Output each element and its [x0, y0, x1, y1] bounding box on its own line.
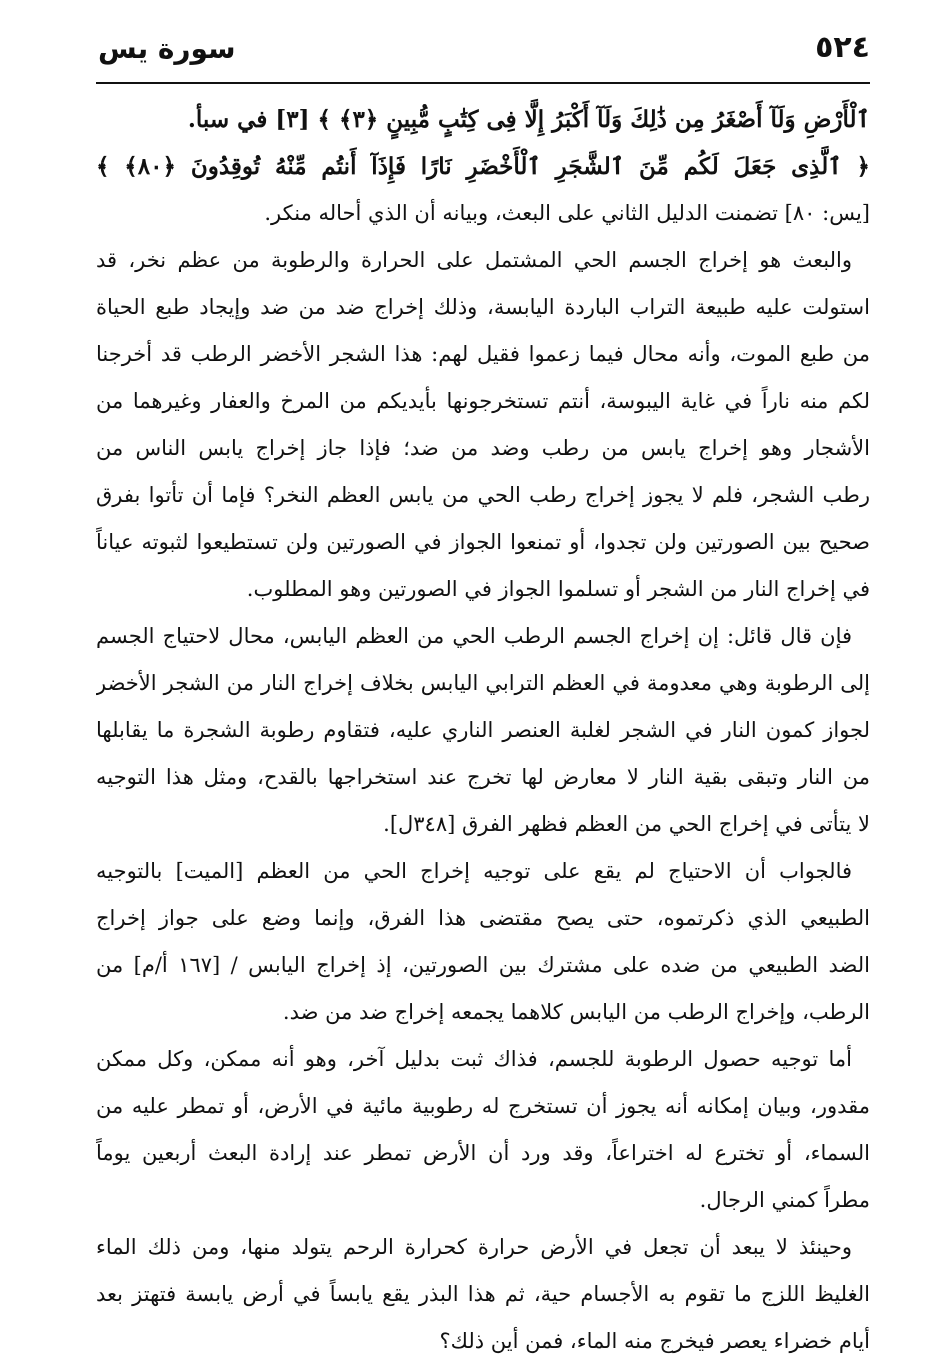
text-line: لجواز كمون النار في الشجر لغلبة العنصر الناري عليه، فتقاوم رطوبة الشجرة ما يقابلها — [96, 718, 870, 742]
paragraph-first-line: والبعث هو إخراج الجسم الحي المشتمل على الحرارة والرطوبة من عظم نخر، قد — [96, 248, 852, 272]
text-line: لا يتأتى في إخراج الحي من العظم فظهر الفرق [٣٤٨ل]. — [383, 812, 870, 836]
page-header — [96, 20, 870, 84]
text-line: أيام خضراء يعصر فيخرج منه الماء، فمن أين ذلك؟ — [439, 1329, 870, 1353]
text-line: صحيح بين الصورتين ولن تجدوا، أو تمنعوا الجواز في الصورتين ولن تستطيعوا لثبوته عياناً — [96, 530, 870, 554]
page-number: ٥٢٤ — [815, 30, 870, 65]
paragraph-first-line: وحينئذ لا يبعد أن تجعل في الأرض حرارة كحرارة الرحم يتولد منها، ومن ذلك الماء — [96, 1235, 852, 1259]
paragraph-first-line: أما توجيه حصول الرطوبة للجسم، فذاك ثبت بدليل آخر، وهو أنه ممكن، وكل ممكن — [96, 1047, 852, 1071]
text-line: استولت عليه طبيعة التراب الباردة اليابسة، وذلك إخراج ضد من ضد وإيجاد طبع الحياة — [96, 295, 870, 319]
text-line: الطبيعي الذي ذكرتموه، حتى يصح مقتضى هذا الفرق، وإنما وضع على جواز إخراج — [96, 906, 870, 930]
text-line: [يس: ٨٠] تضمنت الدليل الثاني على البعث، وبيانه أن الذي أحاله منكر. — [264, 201, 870, 225]
page-body — [96, 96, 870, 1365]
text-line: إلى الرطوبة وهي معدومة في العظم الترابي اليابس بخلاف إخراج النار من الشجر الأخضر — [96, 671, 870, 695]
quran-verse-line: ٱلْأَرْضِ وَلَآ أَصْغَرُ مِن ذَٰلِكَ وَلَآ أَكْبَرُ إِلَّا فِى كِتَٰبٍ مُّبِينٍ ﴿٣﴾ ﴾ [٣] في سبأ. — [187, 106, 870, 133]
text-line: الرطب، وإخراج الرطب من اليابس كلاهما يجمعه إخراج ضد من ضد. — [282, 1000, 870, 1024]
book-page — [96, 20, 870, 1365]
text-line: السماء، أو تخترع له اختراعاً، وقد ورد أن الأرض تمطر عند إرادة البعث أربعين يوماً — [96, 1141, 870, 1165]
paragraph-first-line: فإن قال قائل: إن إخراج الجسم الرطب الحي من العظم اليابس، محال لاحتياج الجسم — [96, 624, 853, 648]
text-line: في إخراج النار من الشجر أو تسلموا الجواز في الصورتين وهو المطلوب. — [246, 577, 870, 601]
text-line: الضد الطبيعي من ضده على مشترك بين الصورتين، إذ إخراج اليابس / [١٦٧ أ/م] من — [96, 953, 870, 977]
text-line: الغليظ اللزج ما تقوم به الأجسام حية، ثم هذا البذر يقع يابساً في أرض يابسة فتهتز بعد — [96, 1282, 870, 1306]
text-line: رطب الشجر، فلم لا يجوز إخراج رطب الحي من يابس العظم النخر؟ فإما أن تأتوا بفرق — [96, 483, 870, 507]
running-title: سورة يس — [98, 32, 236, 65]
paragraph-first-line: فالجواب أن الاحتياج لم يقع على توجيه إخراج الحي من العظم [الميت] بالتوجيه — [96, 859, 852, 883]
text-line: لكم منه ناراً في غاية اليبوسة، أنتم تستخرجونها بأيديكم من المرخ والعفار وغيرهما من — [96, 389, 870, 413]
quran-verse-line: ﴿ ٱلَّذِى جَعَلَ لَكُم مِّنَ ٱلشَّجَرِ ٱلْأَخْضَرِ نَارًا فَإِذَآ أَنتُم مِّنْهُ تُوقِدُونَ ﴿٨٠﴾ ﴾ — [96, 153, 870, 180]
text-line: الأشجار وهو إخراج يابس من رطب وضد من ضد؛ فإذا جاز إخراج يابس الناس من — [96, 436, 870, 460]
text-line: من النار وتبقى بقية النار لا معارض لها تخرج عند استخراجها بالقدح، ومثل هذا التوجيه — [96, 765, 870, 789]
text-line: مقدور، وبيان إمكانه أنه يجوز أن تستخرج له رطوبية مائية في الأرض، أو تمطر عليه من — [96, 1094, 870, 1118]
text-line: من طبع الموت، وأنه محال فيما زعموا فقيل لهم: هذا الشجر الأخضر الرطب قد أخرجنا — [96, 342, 870, 366]
text-line: مطراً كمني الرجال. — [699, 1188, 870, 1212]
